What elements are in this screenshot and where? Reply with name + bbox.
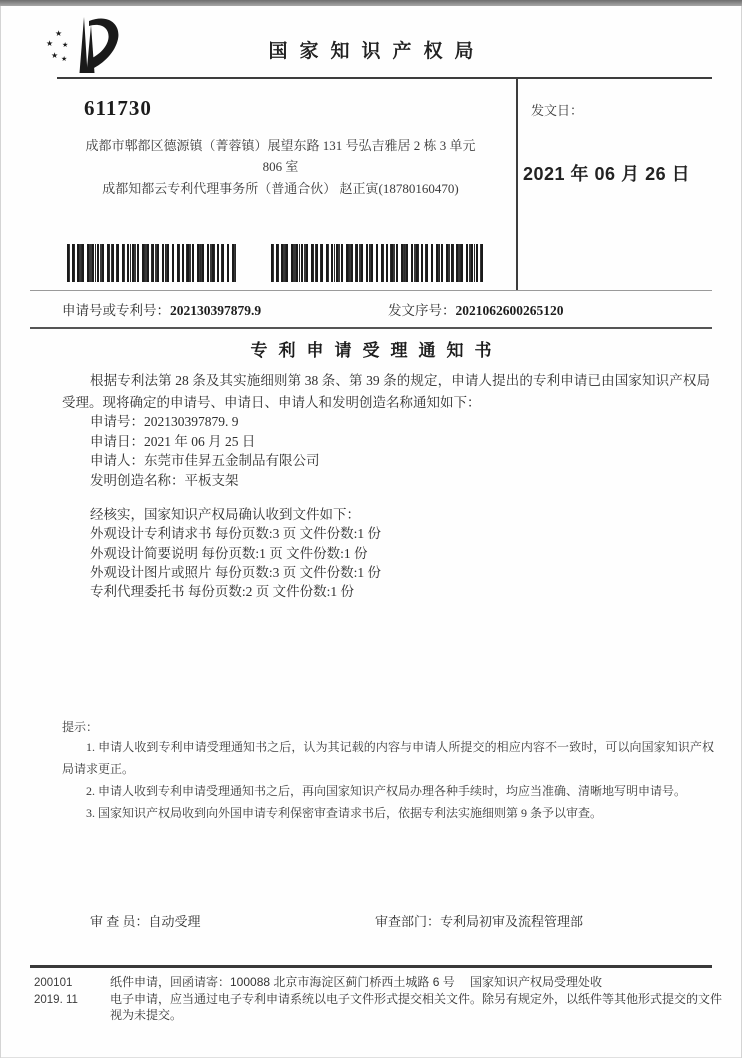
application-number-label: 申请号或专利号：	[62, 303, 170, 318]
footer-form-codes	[34, 975, 78, 1008]
detail-invention-title: 发明创造名称：平板支架	[90, 472, 239, 488]
received-doc-item: 专利代理委托书 每份页数:2 页 文件份数:1 份	[90, 584, 355, 600]
received-documents	[90, 505, 381, 601]
footer-code-2: 2019. 11	[34, 993, 78, 1006]
barcode-icon	[271, 244, 486, 282]
address-line-2: 806 室	[262, 159, 299, 174]
dispatch-date-label: 发文日：	[531, 103, 584, 118]
mailing-address-block	[58, 96, 503, 199]
svg-text:★: ★	[55, 29, 63, 38]
detail-application-number: 申请号：202130397879. 9	[90, 414, 239, 429]
postal-code: 611730	[84, 96, 152, 120]
agency-title: 国家知识产权局	[268, 41, 486, 62]
footer-rule	[30, 965, 712, 968]
scan-edge-bar	[0, 0, 742, 6]
application-number	[62, 299, 261, 319]
barcode-icon	[67, 244, 237, 282]
header-vertical-divider	[516, 77, 518, 291]
divider-rule-mid	[30, 327, 712, 329]
dispatch-serial-label: 发文序号：	[388, 303, 456, 318]
review-department-value: 专利局初审及流程管理部	[440, 914, 584, 929]
tip-item: 3. 国家知识产权局收到向外国申请专利保密审查请求书后，依据专利法实施细则第 9 条予以审查。	[86, 806, 603, 820]
application-number-value: 202130397879.9	[170, 303, 262, 318]
received-doc-item: 外观设计图片或照片 每份页数:3 页 文件份数:1 份	[90, 564, 382, 580]
dispatch-serial	[388, 299, 564, 319]
footer-note-paper: 纸件申请，回函请寄：100088 北京市海淀区蓟门桥西土城路 6 号 国家知识产权局受理处收	[110, 975, 603, 989]
examiner-value: 自动受理	[148, 914, 201, 929]
received-doc-item: 外观设计专利请求书 每份页数:3 页 文件份数:1 份	[90, 526, 382, 542]
footer-note-electronic: 电子申请，应当通过电子专利申请系统以电子文件形式提交相关文件。除另有规定外，以纸件等其他形式提交的文件视为未提交。	[110, 991, 723, 1022]
examiner	[90, 911, 201, 930]
received-intro: 经核实，国家知识产权局确认收到文件如下：	[90, 507, 360, 522]
svg-text:★: ★	[61, 55, 68, 63]
tip-item: 1. 申请人收到专利申请受理通知书之后，认为其记载的内容与申请人所提交的相应内容不一致时，可以向国家知识产权局请求更正。	[62, 740, 714, 776]
document-title: 专利申请受理通知书	[250, 341, 503, 360]
dispatch-serial-value: 2021062600265120	[455, 303, 564, 318]
footer-code-1: 200101	[34, 977, 73, 989]
intro-paragraph: 根据专利法第 28 条及其实施细则第 38 条、第 39 条的规定，申请人提出的专利申请已由国家知识产权局受理。现将确定的申请号、申请日、申请人和发明创造名称通知如下：	[62, 373, 710, 410]
tips-label: 提示：	[62, 720, 99, 734]
address-line-1: 成都市郫都区德源镇（菁蓉镇）展望东路 131 号弘吉雅居 2 栋 3 单元	[85, 138, 476, 153]
received-doc-item: 外观设计简要说明 每份页数:1 页 文件份数:1 份	[90, 545, 368, 561]
header-rule	[57, 77, 712, 79]
examiner-label: 审 查 员：	[90, 914, 149, 929]
review-department-label: 审查部门：	[375, 914, 441, 929]
divider-rule-thin	[30, 290, 712, 291]
detail-applicant: 申请人：东莞市佳昇五金制品有限公司	[90, 453, 320, 468]
svg-text:★: ★	[62, 41, 69, 49]
agent-line: 成都知都云专利代理事务所（普通合伙） 赵正寅(18780160470)	[102, 181, 459, 196]
svg-text:★: ★	[51, 51, 59, 60]
tip-item: 2. 申请人收到专利申请受理通知书之后，再向国家知识产权局办理各种手续时，均应当准确、清晰地写明申请号。	[86, 784, 687, 798]
review-department	[375, 911, 583, 930]
footer-notes	[110, 974, 722, 1024]
tips-list	[62, 736, 714, 824]
svg-text:★: ★	[46, 39, 54, 48]
detail-filing-date: 申请日：2021 年 06 月 25 日	[90, 433, 256, 449]
dispatch-date-value: 2021 年 06 月 26 日	[523, 164, 691, 184]
application-details	[90, 412, 320, 490]
